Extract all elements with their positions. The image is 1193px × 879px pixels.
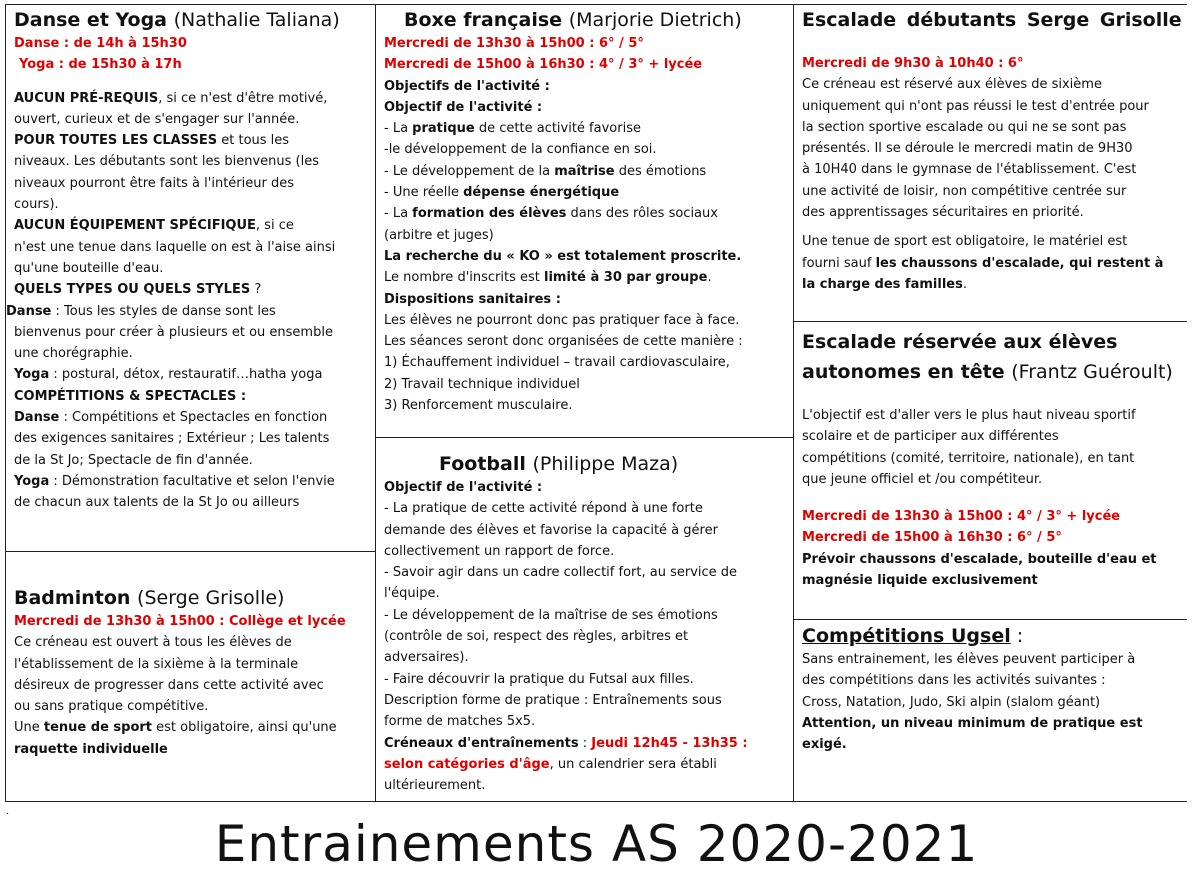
column-left <box>5 4 376 802</box>
escalade-debutants-title: Escalade débutants Serge Grisolle <box>802 9 1182 31</box>
page-title: Entrainements AS 2020-2021 <box>214 815 979 873</box>
escalade-autonomes-section <box>794 327 1187 617</box>
text-line: niveaux. Les débutants sont les bienvenus (les <box>14 154 320 170</box>
boxe-section <box>376 7 793 435</box>
text-line: des apprentissages sécuritaires en priorité. <box>802 205 1084 221</box>
badminton-title <box>14 585 367 611</box>
schedule: Mercredi de 13h30 à 15h00 : Collège et lycée <box>14 614 346 629</box>
text-line: QUELS TYPES OU QUELS STYLES ? <box>14 282 262 298</box>
text-line: Danse : Compétitions et Spectacles en fonction <box>14 410 328 426</box>
escalade-autonomes-title-2 <box>802 357 1179 387</box>
text-line: 2) Travail technique individuel <box>384 376 580 392</box>
divider <box>794 619 1187 620</box>
section-name: Football <box>439 453 526 475</box>
text-line: exigé. <box>802 737 847 753</box>
badminton-section <box>6 585 375 800</box>
text-line: forme de matches 5x5. <box>384 714 536 730</box>
text-line: COMPÉTITIONS & SPECTACLES : <box>14 388 247 404</box>
text-line: Ce créneau est réservé aux élèves de sixième <box>802 77 1102 93</box>
column-middle <box>375 4 794 802</box>
text-line: 1) Échauffement individuel – travail cardiovasculaire, <box>384 355 730 371</box>
column-right <box>793 4 1187 802</box>
text-line: l'équipe. <box>384 586 440 602</box>
activities-grid <box>5 4 1187 802</box>
divider <box>6 551 375 552</box>
instructor: (Marjorie Dietrich) <box>568 9 742 31</box>
text-line: Une tenue de sport est obligatoire, le matériel est <box>802 234 1128 250</box>
text-line: ou sans pratique compétitive. <box>14 699 209 715</box>
text-line: Cross, Natation, Judo, Ski alpin (slalom géant) <box>802 694 1101 710</box>
text-line: de chacun aux talents de la St Jo ou ailleurs <box>14 495 300 511</box>
text-line: la section sportive escalade ou qui ne se sont pas <box>802 119 1127 135</box>
text-line: Danse : Tous les styles de danse sont les <box>6 303 276 319</box>
danse-yoga-section <box>6 7 375 547</box>
ugsel-section <box>794 623 1187 801</box>
text-line: présentés. Il se déroule le mercredi matin de 9H30 <box>802 141 1133 157</box>
text-line: collectivement un rapport de force. <box>384 543 615 559</box>
subheading: Objectifs de l'activité : <box>384 78 550 94</box>
text-line: Yoga : postural, détox, restauratif…hatha yoga <box>14 367 323 383</box>
text-line: ouvert, curieux et de s'engager sur l'année. <box>14 111 300 127</box>
divider <box>794 321 1187 322</box>
text-line: POUR TOUTES LES CLASSES et tous les <box>14 133 290 149</box>
schedule: Mercredi de 15h00 à 16h30 : 6° / 5° <box>802 530 1062 546</box>
text-line: AUCUN ÉQUIPEMENT SPÉCIFIQUE, si ce <box>14 218 294 234</box>
text-line: à 10H40 dans le gymnase de l'établissement. C'est <box>802 162 1137 178</box>
text-line: de la St Jo; Spectacle de fin d'année. <box>14 452 253 468</box>
text-line: des exigences sanitaires ; Extérieur ; Les talents <box>14 431 330 447</box>
text-line: selon catégories d'âge, un calendrier sera établi <box>384 756 717 772</box>
instructor: (Philippe Maza) <box>532 453 679 475</box>
instructor: (Serge Grisolle) <box>137 587 285 609</box>
text-line: des compétitions dans les activités suivantes : <box>802 673 1106 689</box>
divider <box>376 437 793 438</box>
text-line: - Le développement de la maîtrise de ses émotions <box>384 607 718 623</box>
text-line: fourni sauf les chaussons d'escalade, qui restent à <box>802 255 1164 271</box>
section-name: Compétitions Ugsel <box>802 625 1011 647</box>
subheading: Objectif de l'activité : <box>384 99 543 115</box>
text-line: Ce créneau est ouvert à tous les élèves de <box>14 635 292 651</box>
section-name: Boxe française <box>404 9 563 31</box>
text-line: bienvenus pour créer à plusieurs et ou ensemble <box>14 324 333 340</box>
section-name: autonomes en tête <box>802 361 1005 383</box>
instructor: (Frantz Guéroult) <box>1011 361 1173 383</box>
text-line: une activité de loisir, non compétitive centrée sur <box>802 183 1127 199</box>
text-line: Les séances seront donc organisées de cette manière : <box>384 334 743 350</box>
text-line: une chorégraphie. <box>14 346 133 362</box>
text-line: - Faire découvrir la pratique du Futsal aux filles. <box>384 671 694 687</box>
text-line: Description forme de pratique : Entraînements sous <box>384 692 722 708</box>
text-line: (arbitre et juges) <box>384 227 494 243</box>
text-line: - La formation des élèves dans des rôles sociaux <box>384 206 718 222</box>
text-line: 3) Renforcement musculaire. <box>384 398 573 414</box>
text-line: la charge des familles. <box>802 276 967 292</box>
schedule: Mercredi de 15h00 à 16h30 : 4° / 3° + lycée <box>384 57 703 73</box>
text-line: L'objectif est d'aller vers le plus haut niveau sportif <box>802 408 1136 423</box>
subheading: Dispositions sanitaires : <box>384 291 561 307</box>
subheading: Objectif de l'activité : <box>384 480 543 495</box>
text-line: Les élèves ne pourront donc pas pratiquer face à face. <box>384 312 740 328</box>
text-line: cours). <box>14 197 59 213</box>
ugsel-title: Compétitions Ugsel : <box>802 625 1024 647</box>
text-line: Prévoir chaussons d'escalade, bouteille d'eau et <box>802 551 1157 567</box>
football-section <box>376 451 793 801</box>
text-line: scolaire et de participer aux différentes <box>802 429 1059 445</box>
text-line: - La pratique de cette activité répond à une forte <box>384 501 703 517</box>
section-name: Danse et Yoga <box>14 9 168 31</box>
boxe-title <box>384 7 785 33</box>
text-line: l'établissement de la sixième à la terminale <box>14 656 299 672</box>
text-line: demande des élèves et favorise la capacité à gérer <box>384 522 718 538</box>
schedule: Mercredi de 13h30 à 15h00 : 4° / 3° + lycée <box>802 509 1121 525</box>
football-title <box>384 451 785 477</box>
text-line: Sans entrainement, les élèves peuvent participer à <box>802 652 1136 667</box>
text-line: AUCUN PRÉ-REQUIS, si ce n'est d'être motivé, <box>14 90 328 106</box>
schedule: Mercredi de 9h30 à 10h40 : 6° <box>802 56 1024 71</box>
text-line: adversaires). <box>384 650 469 666</box>
text-line: Une tenue de sport est obligatoire, ainsi qu'une <box>14 720 337 736</box>
section-name: Badminton <box>14 587 131 609</box>
text-line: - Une réelle dépense énergétique <box>384 185 620 201</box>
text-line: raquette individuelle <box>14 741 168 757</box>
text-line: (contrôle de soi, respect des règles, arbitres et <box>384 629 689 645</box>
danse-yoga-title <box>14 7 367 33</box>
text-line: Le nombre d'inscrits est limité à 30 par groupe. <box>384 270 712 286</box>
text-line: que jeune officiel et /ou compétiteur. <box>802 471 1043 487</box>
text-line: niveaux pourront être faits à l'intérieur des <box>14 175 294 191</box>
text-line: n'est une tenue dans laquelle on est à l'aise ainsi <box>14 239 336 255</box>
text-line: - La pratique de cette activité favorise <box>384 121 641 137</box>
text-line: La recherche du « KO » est totalement proscrite. <box>384 248 742 264</box>
text-line: -le développement de la confiance en soi. <box>384 142 657 158</box>
text-line: - Savoir agir dans un cadre collectif fort, au service de <box>384 565 738 581</box>
stray-dot: . <box>6 806 10 817</box>
text-line: magnésie liquide exclusivement <box>802 573 1038 589</box>
text-line: uniquement qui n'ont pas réussi le test d'entrée pour <box>802 98 1149 114</box>
schedule-danse: Danse : de 14h à 15h30 <box>14 36 187 51</box>
text-line: Yoga : Démonstration facultative et selon l'envie <box>14 473 335 489</box>
text-line: Attention, un niveau minimum de pratique est <box>802 715 1143 731</box>
text-line: ultérieurement. <box>384 778 486 794</box>
escalade-debutants-section <box>794 7 1187 315</box>
text-line: Créneaux d'entraînements : Jeudi 12h45 - 13h35 : <box>384 735 748 751</box>
text-line: qu'une bouteille d'eau. <box>14 260 164 276</box>
instructor: (Nathalie Taliana) <box>173 9 340 31</box>
escalade-autonomes-title: Escalade réservée aux élèves <box>802 331 1118 353</box>
schedule: Mercredi de 13h30 à 15h00 : 6° / 5° <box>384 36 644 51</box>
text-line: compétitions (comité, territoire, nationale), en tant <box>802 450 1135 466</box>
text-line: désireux de progresser dans cette activité avec <box>14 677 324 693</box>
text-line: - Le développement de la maîtrise des émotions <box>384 163 707 179</box>
schedule-yoga: Yoga : de 15h30 à 17h <box>19 57 182 73</box>
